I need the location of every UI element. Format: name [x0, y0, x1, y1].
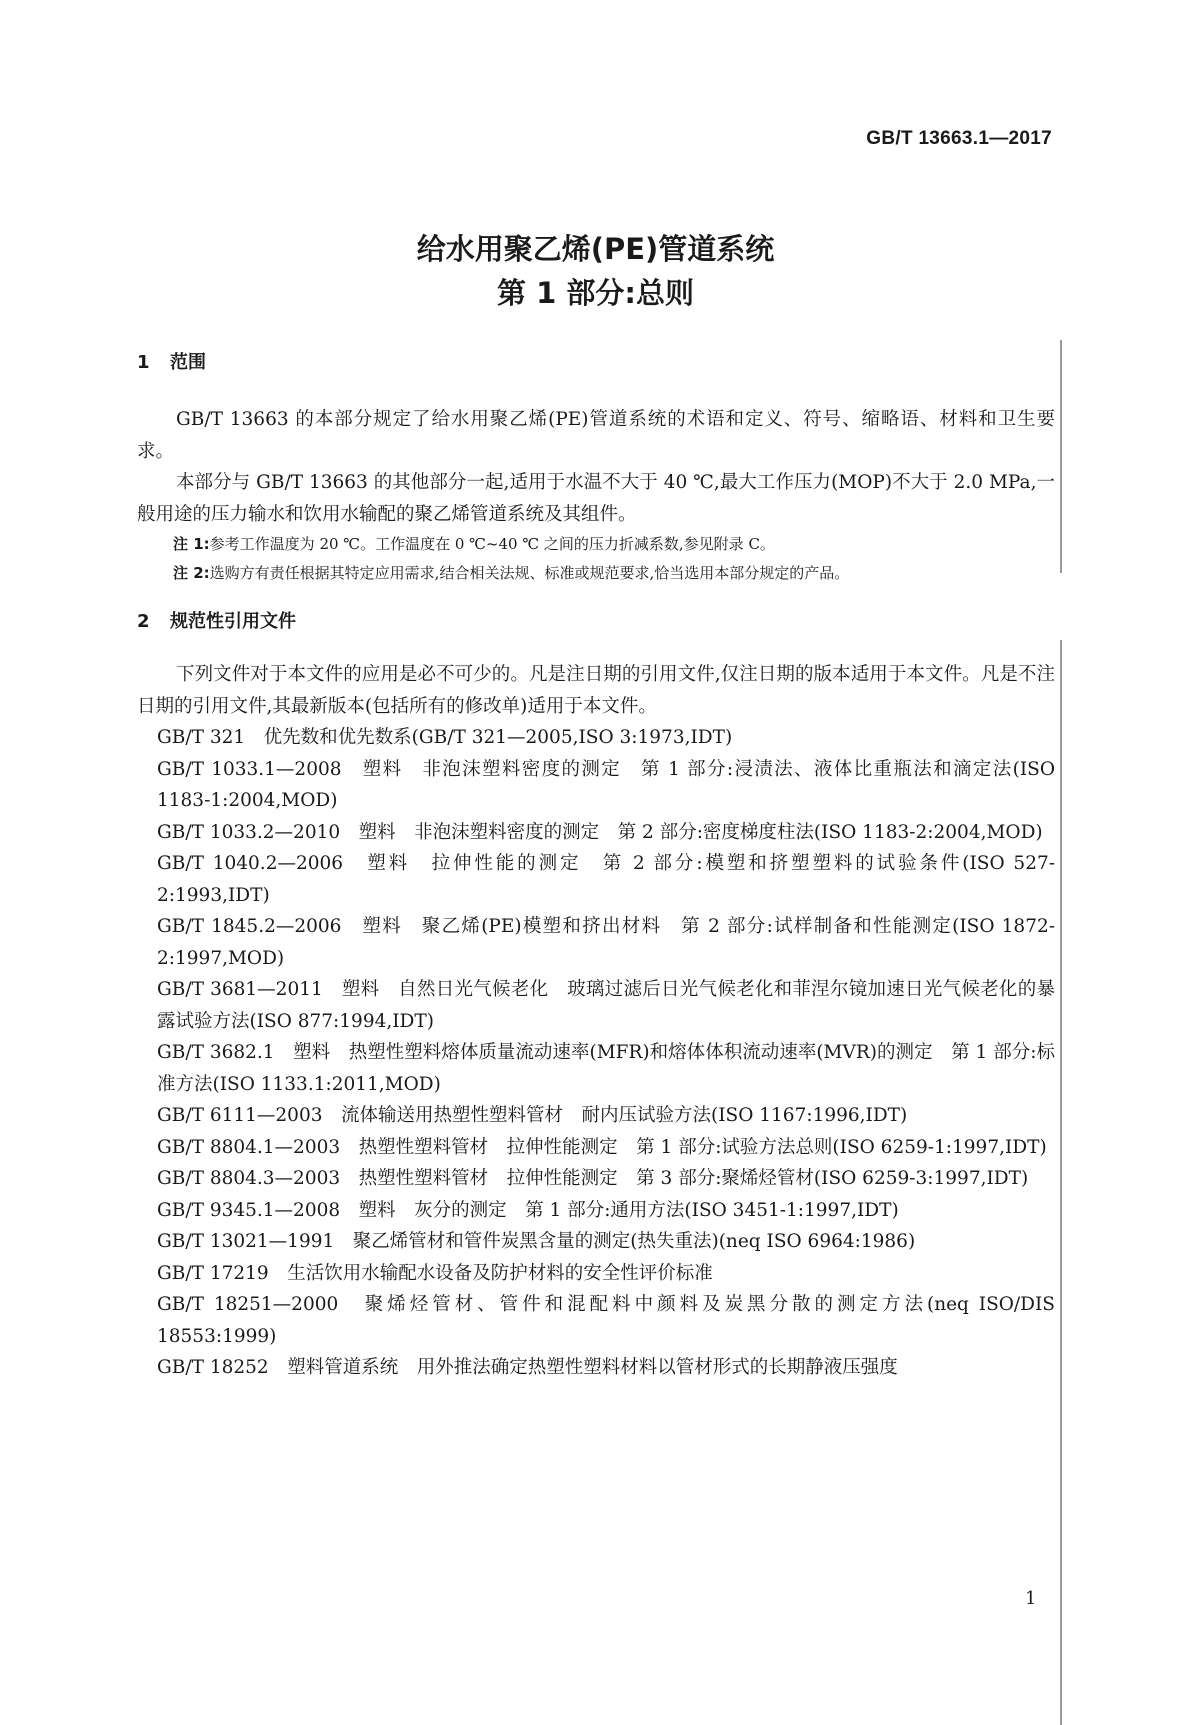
reference-title: 塑料 拉伸性能的测定 第 2 部分:模塑和挤塑塑料的试验条件(ISO 527-2:1993,IDT)	[157, 853, 1055, 906]
reference-item	[137, 722, 1055, 754]
document-title: 给水用聚乙烯(PE)管道系统	[416, 232, 775, 266]
reference-title: 塑料 非泡沫塑料密度的测定 第 1 部分:浸渍法、液体比重瓶法和滴定法(ISO 1183-1:2004,MOD)	[157, 758, 1055, 811]
reference-title: 聚烯烃管材、管件和混配料中颜料及炭黑分散的测定方法(neq ISO/DIS 18553:1999)	[157, 1294, 1055, 1347]
reference-code: GB/T 321	[157, 727, 246, 748]
section-2-heading	[137, 607, 296, 633]
note-label: 注 1:	[173, 535, 210, 553]
reference-title: 塑料 自然日光气候老化 玻璃过滤后日光气候老化和菲涅尔镜加速日光气候老化的暴露试验方法(ISO 877:1994,IDT)	[157, 979, 1055, 1032]
standard-number: GB/T 13663.1—2017	[866, 128, 1052, 149]
note	[137, 559, 1055, 588]
reference-title: 塑料 热塑性塑料熔体质量流动速率(MFR)和熔体体积流动速率(MVR)的测定 第 1 部分:标准方法(ISO 1133.1:2011,MOD)	[157, 1042, 1055, 1095]
reference-title: 塑料 聚乙烯(PE)模塑和挤出材料 第 2 部分:试样制备和性能测定(ISO 1872-2:1997,MOD)	[157, 916, 1055, 969]
reference-item	[137, 1195, 1055, 1227]
reference-title: 聚乙烯管材和管件炭黑含量的测定(热失重法)(neq ISO 6964:1986)	[352, 1231, 916, 1252]
section-number: 1	[137, 352, 150, 373]
reference-code: GB/T 9345.1—2008	[157, 1199, 341, 1221]
note-label: 注 2:	[173, 564, 210, 582]
section-title: 范围	[170, 352, 206, 373]
reference-code: GB/T 8804.3—2003	[157, 1168, 341, 1189]
reference-title: 热塑性塑料管材 拉伸性能测定 第 3 部分:聚烯烃管材(ISO 6259-3:1997,IDT)	[358, 1168, 1029, 1189]
reference-code: GB/T 8804.1—2003	[157, 1136, 341, 1158]
reference-code: GB/T 3681—2011	[157, 979, 323, 1000]
reference-code: GB/T 13021—1991	[157, 1231, 335, 1252]
reference-item	[137, 911, 1055, 974]
reference-code: GB/T 1033.2—2010	[157, 821, 341, 843]
paragraph: GB/T 13663 的本部分规定了给水用聚乙烯(PE)管道系统的术语和定义、符号、缩略语、材料和卫生要求。	[137, 409, 1055, 462]
page-number: 1	[1025, 1588, 1037, 1609]
reference-code: GB/T 1040.2—2006	[157, 853, 344, 874]
section-title: 规范性引用文件	[170, 611, 296, 632]
reference-code: GB/T 1033.1—2008	[157, 758, 342, 780]
reference-item	[137, 1289, 1055, 1352]
reference-item	[137, 1226, 1055, 1258]
reference-item	[137, 1352, 1055, 1384]
reference-title: 流体输送用热塑性塑料管材 耐内压试验方法(ISO 1167:1996,IDT)	[341, 1105, 908, 1126]
change-bar	[1060, 340, 1062, 573]
reference-code: GB/T 6111—2003	[157, 1105, 323, 1126]
section-number: 2	[137, 611, 150, 632]
note-text: 选购方有责任根据其特定应用需求,结合相关法规、标准或规范要求,恰当选用本部分规定的产品。	[209, 564, 850, 582]
reference-code: GB/T 18251—2000	[157, 1294, 339, 1315]
reference-code: GB/T 3682.1	[157, 1042, 275, 1063]
document-subtitle: 第 1 部分:总则	[497, 276, 694, 310]
section-1-body	[137, 404, 1055, 588]
reference-item	[137, 1037, 1055, 1100]
reference-code: GB/T 1845.2—2006	[157, 916, 342, 937]
note	[137, 530, 1055, 559]
reference-title: 优先数和优先数系(GB/T 321—2005,ISO 3:1973,IDT)	[263, 727, 733, 748]
reference-item	[137, 817, 1055, 849]
reference-code: GB/T 17219	[157, 1262, 269, 1284]
reference-item	[137, 1132, 1055, 1164]
reference-item	[137, 1100, 1055, 1132]
note-text: 参考工作温度为 20 ℃。工作温度在 0 ℃~40 ℃ 之间的压力折减系数,参见附录 C。	[209, 535, 775, 553]
reference-item	[137, 754, 1055, 817]
reference-item	[137, 1258, 1055, 1290]
reference-title: 塑料 灰分的测定 第 1 部分:通用方法(ISO 3451-1:1997,IDT)	[358, 1199, 899, 1221]
paragraph: 本部分与 GB/T 13663 的其他部分一起,适用于水温不大于 40 ℃,最大工作压力(MOP)不大于 2.0 MPa,一般用途的压力输水和饮用水输配的聚乙烯管道系统及其组件。	[137, 472, 1055, 525]
reference-item	[137, 848, 1055, 911]
reference-title: 生活饮用水输配水设备及防护材料的安全性评价标准	[287, 1262, 713, 1284]
section-1-heading	[137, 348, 206, 374]
reference-title: 热塑性塑料管材 拉伸性能测定 第 1 部分:试验方法总则(ISO 6259-1:1997,IDT)	[358, 1136, 1047, 1158]
reference-item	[137, 974, 1055, 1037]
change-bar	[1060, 640, 1062, 1725]
reference-title: 塑料管道系统 用外推法确定热塑性塑料材料以管材形式的长期静液压强度	[287, 1357, 898, 1378]
paragraph: 下列文件对于本文件的应用是必不可少的。凡是注日期的引用文件,仅注日期的版本适用于本文件。凡是不注日期的引用文件,其最新版本(包括所有的修改单)适用于本文件。	[137, 664, 1055, 717]
section-2-body	[137, 659, 1055, 1384]
reference-list	[137, 722, 1055, 1384]
reference-item	[137, 1163, 1055, 1195]
reference-code: GB/T 18252	[157, 1357, 269, 1378]
reference-title: 塑料 非泡沫塑料密度的测定 第 2 部分:密度梯度柱法(ISO 1183-2:2004,MOD)	[358, 821, 1043, 843]
